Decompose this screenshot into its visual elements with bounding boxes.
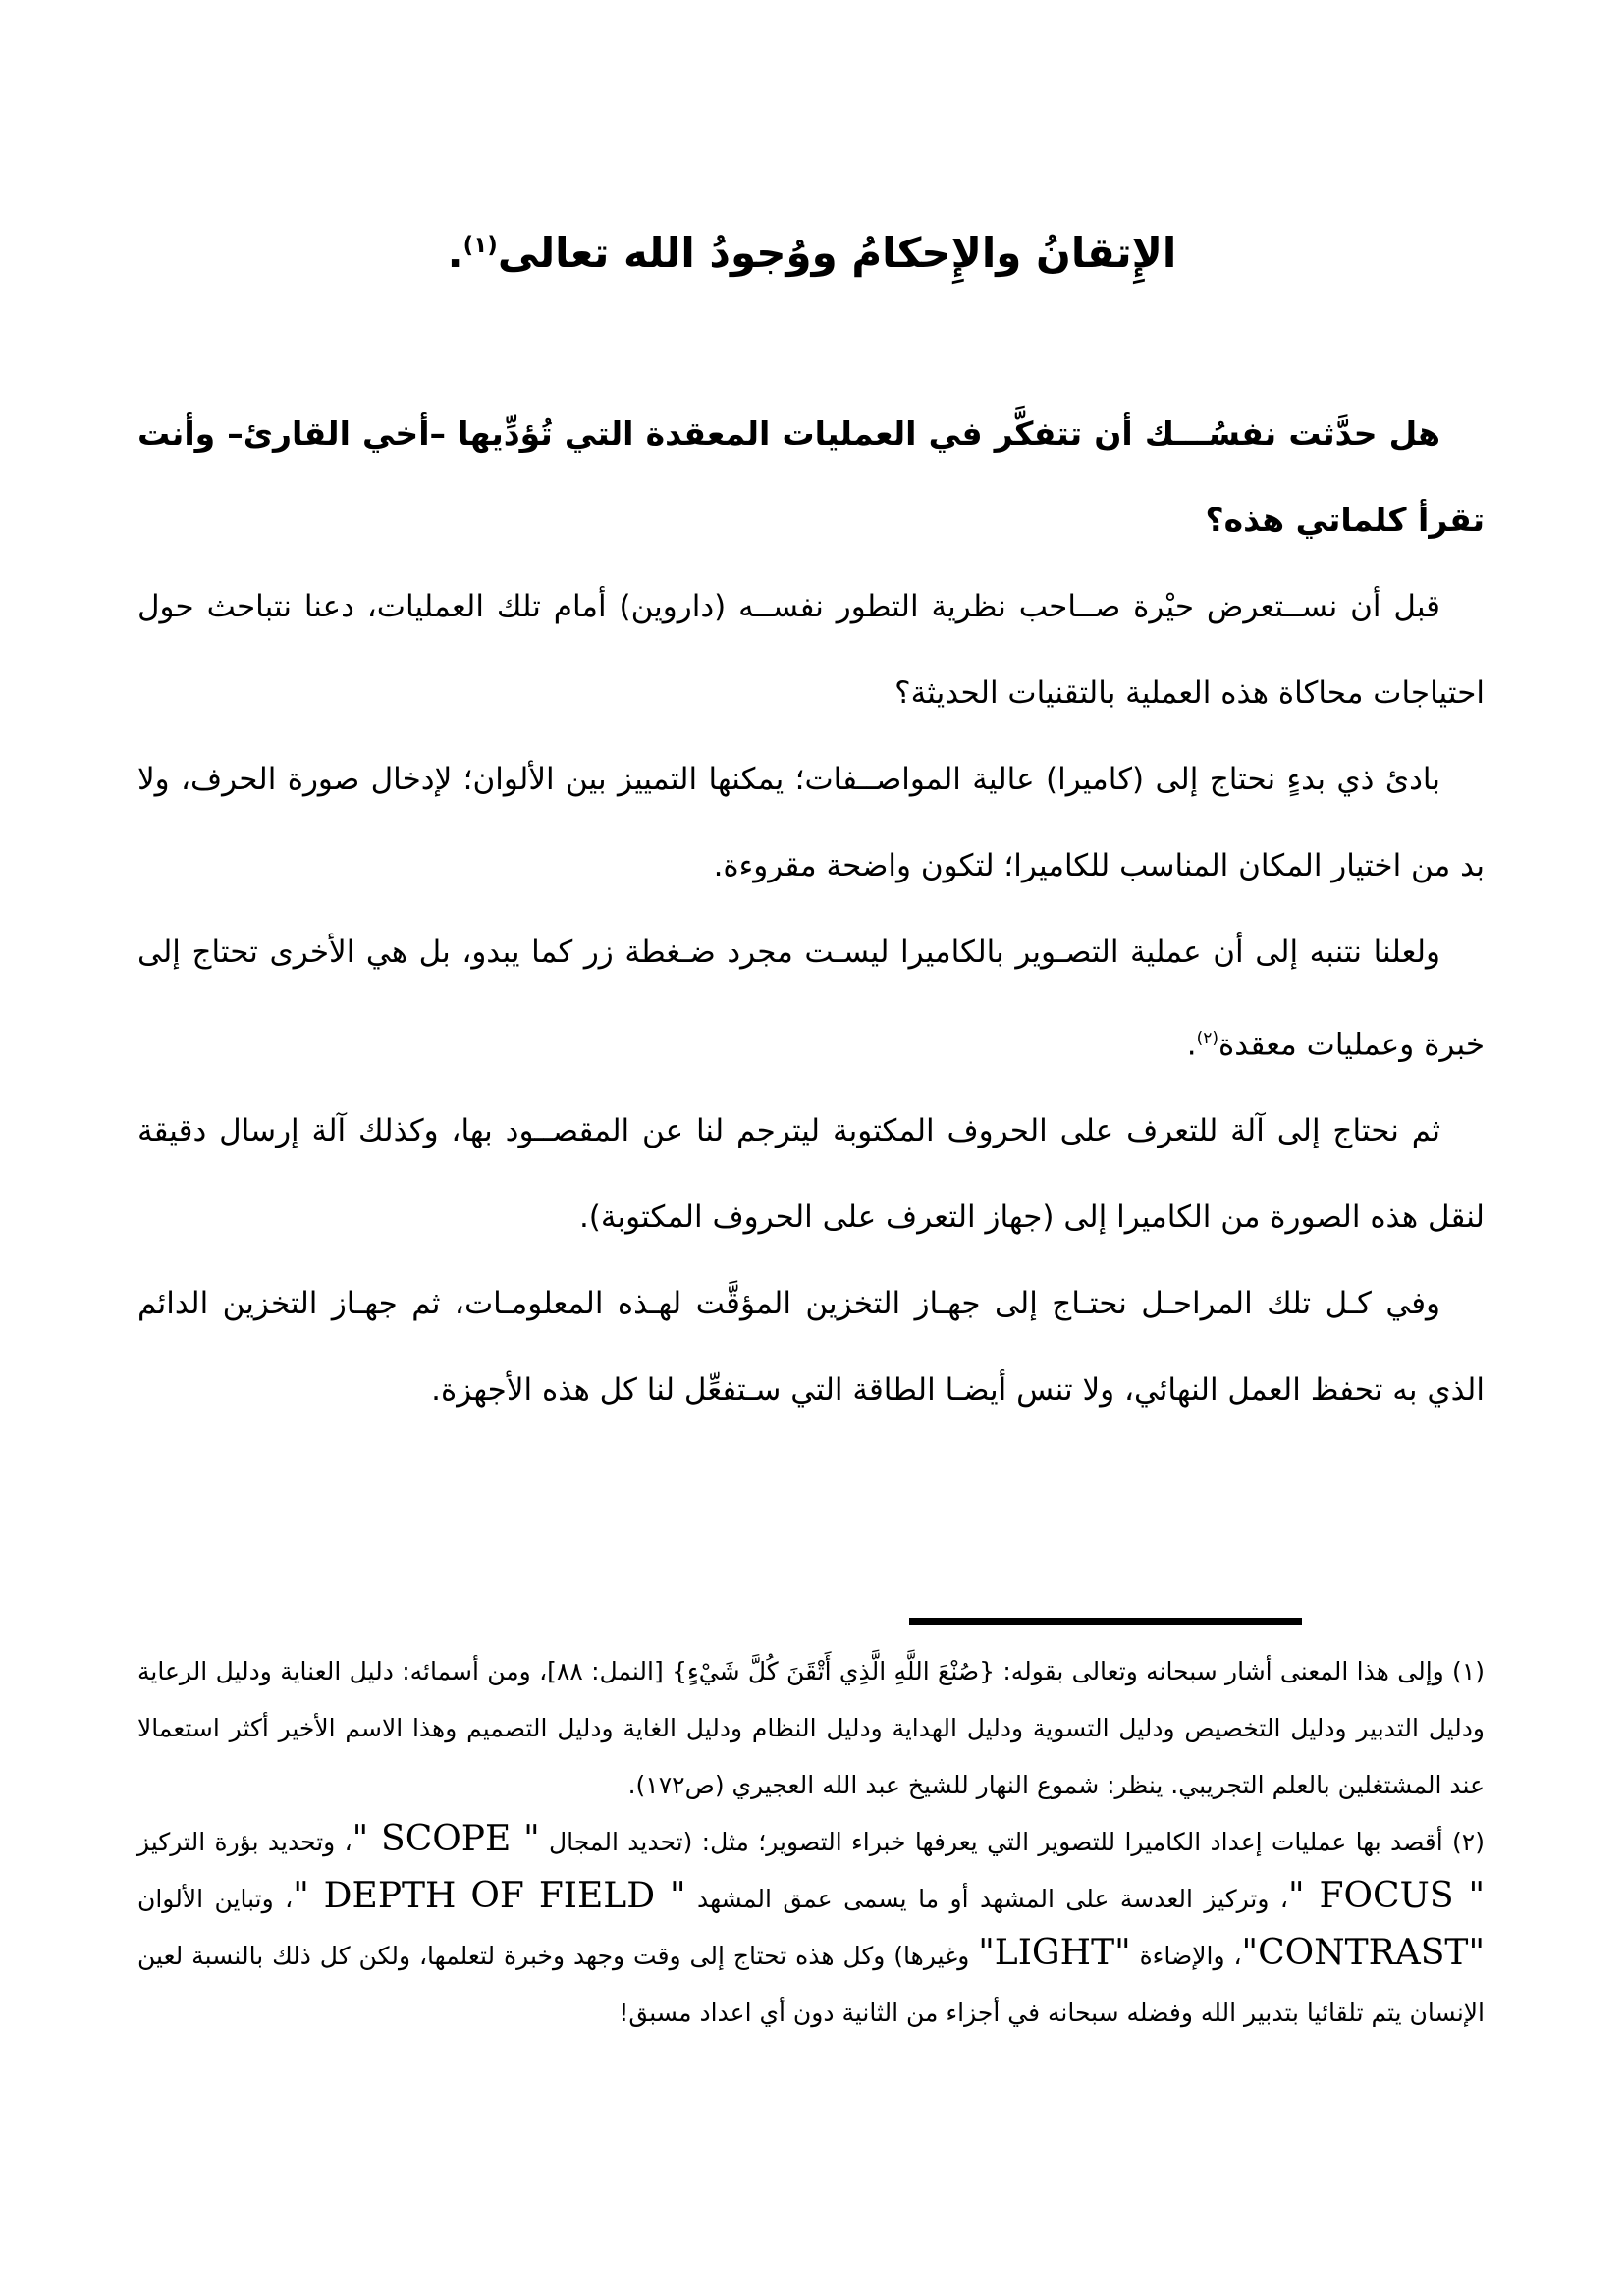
footnote-text: ، وتركيز العدسة على المشهد أو ما يسمى عمق المشهد	[685, 1885, 1288, 1913]
footnote-text: ، وتحديد بؤرة التركيز	[137, 1828, 352, 1856]
footnote-1	[137, 1643, 1485, 1814]
term-light: "LIGHT"	[978, 1933, 1131, 1973]
body-text	[137, 391, 1485, 1433]
paragraph-text: ثم نحتاج إلى آلة للتعرف على الحروف المكتوبة ليترجم لنا عن المقصــود بها، وكذلك آلة إرسال دقيقة لنقل هذه الصورة من الكاميرا إلى (جهاز التعرف على الحروف المكتوبة).	[137, 1113, 1485, 1236]
title-text: الإِتقانُ والإِحكامُ ووُجودُ الله تعالى	[497, 229, 1177, 278]
footnotes-section	[137, 1643, 1485, 2042]
footnote-2	[137, 1814, 1485, 2042]
footnote-ref-2: (٢)	[1196, 1029, 1219, 1048]
footnote-text: ، والإضاءة	[1130, 1942, 1242, 1970]
footnote-text: ، وتباين الألوان	[137, 1885, 294, 1913]
paragraph-period: .	[1186, 1027, 1197, 1063]
paragraph-darwin	[137, 563, 1485, 736]
paragraph-ocr	[137, 1088, 1485, 1260]
paragraph-question	[137, 391, 1485, 563]
paragraph-camera	[137, 736, 1485, 909]
term-scope: " SCOPE "	[352, 1819, 540, 1859]
paragraph-text: ولعلنا نتنبه إلى أن عملية التصـوير بالكاميرا ليسـت مجرد ضـغطة زر كما يبدو، بل هي الأخرى تحتاج إلى خبرة وعمليات معقدة	[137, 934, 1485, 1063]
title-period: .	[447, 229, 463, 278]
term-focus: " FOCUS "	[1287, 1876, 1486, 1916]
title-footnote-ref: (١)	[462, 233, 498, 259]
term-contrast: "CONTRAST"	[1241, 1933, 1485, 1973]
paragraph-text: بادئ ذي بدءٍ نحتاج إلى (كاميرا) عالية المواصــفات؛ يمكنها التمييز بين الألوان؛ لإدخال صورة الحرف، ولا بد من اختيار المكان المناسب للكاميرا؛ لتكون واضحة مقروءة.	[137, 762, 1485, 883]
paragraph-text: قبل أن نســتعرض حيْرة صــاحب نظرية التطور نفســه (داروين) أمام تلك العمليات، دعنا نتباحث حول احتياجات محاكاة هذه العملية بالتقنيات الحديثة؟	[137, 589, 1485, 711]
footnote-text: وغيرها) وكل هذه تحتاج إلى وقت وجهد وخبرة لتعلمها، ولكن كل ذلك بالنسبة لعين الإنسان يتم تلقائيا بتدبير الله وفضله سبحانه في أجزاء من الثانية دون أي اعداد مسبق!	[137, 1942, 1485, 2027]
paragraph-storage	[137, 1260, 1485, 1433]
page-title	[0, 220, 1624, 286]
paragraph-photography	[137, 909, 1485, 1088]
term-depth-of-field: " DEPTH OF FIELD "	[293, 1876, 686, 1916]
paragraph-text: وفي كـل تلك المراحـل نحتـاج إلى جهـاز التخزين المؤقَّت لهـذه المعلومـات، ثم جهـاز التخزين الدائم الذي به تحفظ العمل النهائي، ولا تنس أيضـا الطاقة التي سـتفعِّل لنا كل هذه الأجهزة.	[137, 1286, 1485, 1409]
footnote-text: (٢) أقصد بها عمليات إعداد الكاميرا للتصوير التي يعرفها خبراء التصوير؛ مثل: (تحديد المجال	[539, 1828, 1485, 1856]
paragraph-text: هل حدَّثت نفسُـــك أن تتفكَّر في العمليات المعقدة التي تُؤدِّيها –أخي القارئ– وأنت تقرأ كلماتي هذه؟	[137, 414, 1485, 539]
footnote-separator	[909, 1618, 1302, 1625]
footnote-text: (١) وإلى هذا المعنى أشار سبحانه وتعالى بقوله: {صُنْعَ اللَّهِ الَّذِي أَتْقَنَ كُلَّ شَيْءٍ} [النمل: ٨٨]، ومن أسمائه: دليل العناية ودليل الرعاية ودليل التدبير ودليل التخصيص ودليل التسوية ودليل الهداية ودليل النظام ودليل الغاية ودليل التصميم وهذا الاسم الأخير أكثر استعمالا عند المشتغلين بالعلم التجريبي. ينظر: شموع النهار للشيخ عبد الله العجيري (ص١٧٢).	[137, 1657, 1486, 1799]
